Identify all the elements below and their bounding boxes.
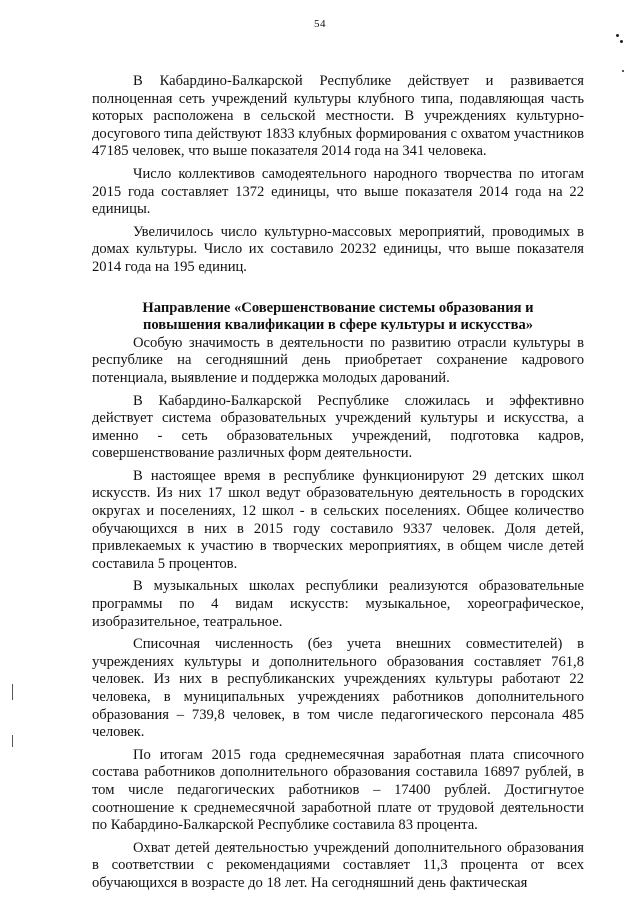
body-paragraph: В настоящее время в республике функционируют 29 детских школ искусств. Из них 17 школ ведут образовательную деятельность в городских округах и поселениях, 12 школ - в сельских поселениях. Общее количество обучающихся в них в 2015 году составило 9337 человек. Доля детей, привлекаемых к участию в творческих мероприятиях, в общем числе детей составила 5 процентов. bbox=[92, 467, 584, 572]
body-paragraph: В Кабардино-Балкарской Республике сложилась и эффективно действует система образовательных учреждений культуры и искусства, а именно - сеть образовательных учреждений, подготовка кадров, совершенствование различных форм деятельности. bbox=[92, 392, 584, 462]
body-paragraph: В Кабардино-Балкарской Республике действует и развивается полноценная сеть учреждений культуры клубного типа, подавляющая часть которых расположена в сельской местности. В учреждениях культурно-досугового типа действуют 1833 клубных формирования с охватом участников 47185 человек, что выше показателя 2014 года на 341 человека. bbox=[92, 73, 584, 160]
section-heading-line: Направление «Совершенствование системы образования и bbox=[142, 299, 534, 316]
scan-speck-mark bbox=[620, 40, 623, 43]
section-heading-line: повышения квалификации в сфере культуры и искусства» bbox=[142, 317, 534, 334]
body-paragraph: По итогам 2015 года среднемесячная заработная плата списочного состава работников дополнительного образования составила 16897 рублей, в том числе педагогических работников – 17400 рублей. Достигнутое соотношение к среднемесячной заработной плате от трудовой деятельности по Кабардино-Балкарской Республике составила 83 процента. bbox=[92, 746, 584, 834]
scan-speck-mark bbox=[622, 70, 624, 72]
scan-speck-mark bbox=[616, 34, 619, 37]
document-body bbox=[92, 73, 584, 893]
body-paragraph: Списочная численность (без учета внешних совместителей) в учреждениях культуры и дополнительного образования составляет 761,8 человек. Из них в республиканских учреждениях культуры работают 22 человека, в муниципальных учреждениях работников дополнительного образования – 739,8 человек, в том числе педагогического персонала 485 человек. bbox=[92, 636, 584, 741]
body-paragraph: Число коллективов самодеятельного народного творчества по итогам 2015 года составляет 1372 единицы, что выше показателя 2014 года на 22 единицы. bbox=[92, 165, 584, 218]
body-paragraph: Особую значимость в деятельности по развитию отрасли культуры в республике на сегодняшний день приобретает сохранение кадрового потенциала, выявление и поддержка молодых дарований. bbox=[92, 334, 584, 386]
page-number: 54 bbox=[314, 18, 326, 30]
body-paragraph: Охват детей деятельностью учреждений дополнительного образования в соответствии с рекомендациями составляет 11,3 процента от всех обучающихся в возрасте до 18 лет. На сегодняшний день фактическая bbox=[92, 839, 584, 891]
scan-edge-mark bbox=[12, 684, 13, 700]
scan-edge-mark bbox=[12, 735, 13, 747]
body-paragraph: Увеличилось число культурно-массовых мероприятий, проводимых в домах культуры. Число их составило 20232 единицы, что выше показателя 2014 года на 195 единиц. bbox=[92, 223, 584, 275]
body-paragraph: В музыкальных школах республики реализуются образовательные программы по 4 видам искусств: музыкальное, хореографическое, изобразительное, театральное. bbox=[92, 578, 584, 630]
